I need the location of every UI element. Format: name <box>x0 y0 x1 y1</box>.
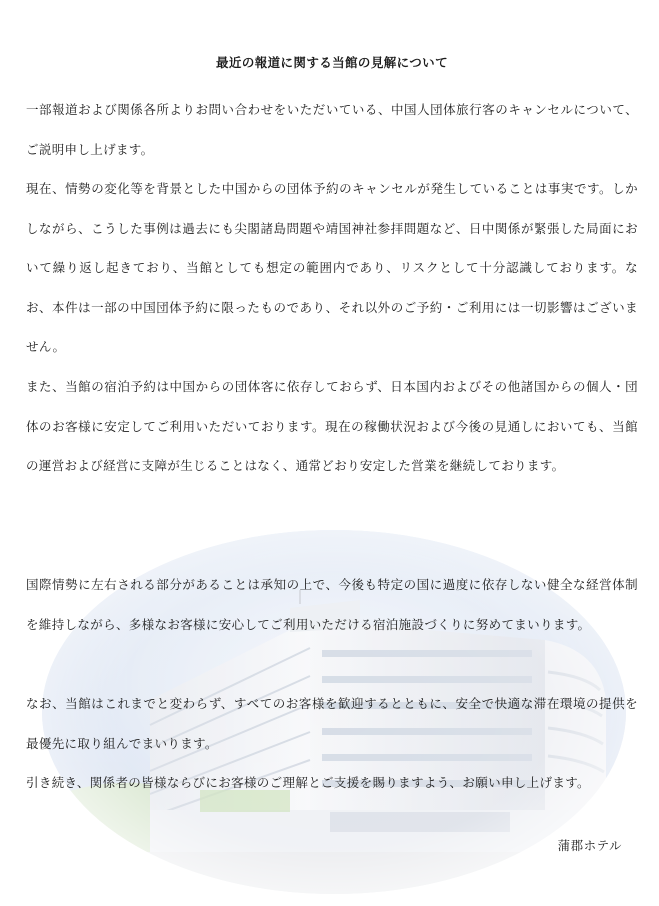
paragraph-policy: 国際情勢に左右される部分があることは承知の上で、今後も特定の国に過度に依存しない健全な経営体制を維持しながら、多様なお客様に安心してご利用いただける宿泊施設づくりに努めてまいります。 <box>26 577 638 632</box>
paragraph-inquiry: 一部報道および関係各所よりお問い合わせをいただいている、中国人団体旅行客のキャンセルについて、ご説明申し上げます。 <box>26 102 638 157</box>
hotel-signature: 蒲郡ホテル <box>557 838 622 853</box>
paragraph-welcome: なお、当館はこれまでと変わらず、すべてのお客様を歓迎するとともに、安全で快適な滞在環境の提供を最優先に取り組んでまいります。 <box>26 696 638 751</box>
notice-document <box>26 0 638 906</box>
paragraph-operations: また、当館の宿泊予約は中国からの団体客に依存しておらず、日本国内およびその他諸国からの個人・団体のお客様に安定してご利用いただいております。現在の稼働状況および今後の見通しにおいても、当館の運営および経営に支障が生じることはなく、通常どおり安定した営業を継続しております。 <box>26 379 638 473</box>
document-title: 最近の報道に関する当館の見解について <box>216 55 448 70</box>
paragraph-cancellations: 現在、情勢の変化等を背景とした中国からの団体予約のキャンセルが発生していることは事実です。しかしながら、こうした事例は過去にも尖閣諸島問題や靖国神社参拝問題など、日中関係が緊張した局面において繰り返し起きており、当館としても想定の範囲内であり、リスクとして十分認識しております。なお、本件は一部の中国団体予約に限ったものであり、それ以外のご予約・ご利用には一切影響はございません。 <box>26 181 638 354</box>
paragraph-closing: 引き続き、関係者の皆様ならびにお客様のご理解とご支援を賜りますよう、お願い申し上げます。 <box>26 775 590 790</box>
